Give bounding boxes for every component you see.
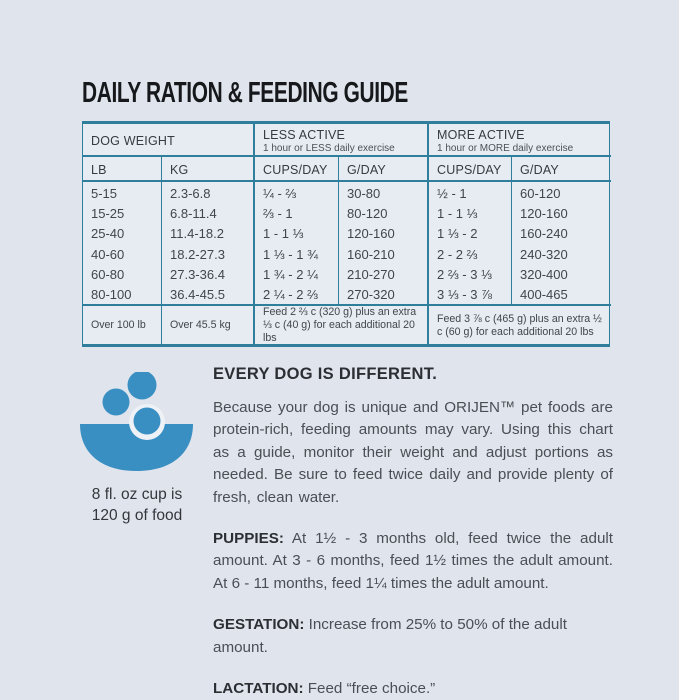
table-cell-la-g: 30-80 xyxy=(338,182,427,202)
table-cell-ma-cups: ½ - 1 xyxy=(427,182,511,202)
table-cell-kg: 27.3-36.4 xyxy=(161,263,253,283)
column-header-la-g: G/DAY xyxy=(338,157,427,182)
gestation-paragraph xyxy=(213,614,613,659)
table-footer-over-lb: Over 100 lb xyxy=(83,304,161,344)
less-active-subtitle: 1 hour or LESS daily exercise xyxy=(263,142,395,154)
table-cell-ma-g: 60-120 xyxy=(511,182,611,202)
gestation-text: Increase from 25% to 50% of the adult amount. xyxy=(213,616,567,656)
table-cell-ma-cups: 1 ⅓ - 2 xyxy=(427,223,511,243)
table-cell-la-cups: 1 ⅓ - 1 ¾ xyxy=(253,243,338,263)
puppies-label: PUPPIES: xyxy=(213,530,284,548)
table-cell-ma-cups: 2 - 2 ⅔ xyxy=(427,243,511,263)
table-cell-kg: 6.8-11.4 xyxy=(161,202,253,222)
table-footer-over-kg: Over 45.5 kg xyxy=(161,304,253,344)
table-cell-lb: 60-80 xyxy=(91,266,125,282)
table-cell-kg: 36.4-45.5 xyxy=(161,283,253,303)
puppies-text: At 1½ - 3 months old, feed twice the adult amount. At 3 - 6 months, feed 1½ times the adult amount. At 6 - 11 months, feed 1¼ times the adult amount. xyxy=(213,530,613,592)
feeding-table xyxy=(82,121,610,347)
table-cell-kg: 18.2-27.3 xyxy=(161,243,253,263)
table-cell-ma-g: 320-400 xyxy=(511,263,611,283)
page-title: DAILY RATION & FEEDING GUIDE xyxy=(82,77,408,109)
table-group-header-more-active xyxy=(427,124,611,157)
cup-caption-line1: 8 fl. oz cup is xyxy=(91,486,183,503)
info-heading: EVERY DOG IS DIFFERENT. xyxy=(213,365,438,383)
table-cell-ma-cups: 3 ⅓ - 3 ⅞ xyxy=(427,283,511,303)
column-header-lb: LB xyxy=(83,157,161,182)
table-cell-ma-cups: 2 ⅔ - 3 ⅓ xyxy=(427,263,511,283)
less-active-label: LESS ACTIVE xyxy=(263,127,346,142)
table-cell-la-g: 210-270 xyxy=(338,263,427,283)
table-cell-ma-g: 120-160 xyxy=(511,202,611,222)
more-active-subtitle: 1 hour or MORE daily exercise xyxy=(437,142,574,154)
table-cell-kg: 2.3-6.8 xyxy=(161,182,253,202)
column-header-la-cups: CUPS/DAY xyxy=(253,157,338,182)
table-footer-more-active-note: Feed 3 ⅞ c (465 g) plus an extra ½ c (60 g) for each additional 20 lbs xyxy=(427,304,611,344)
cup-caption-line2: 120 g of food xyxy=(91,507,183,524)
table-cell-la-cups: 1 ¾ - 2 ¼ xyxy=(253,263,338,283)
column-header-kg: KG xyxy=(161,157,253,182)
table-cell-lb: 25-40 xyxy=(91,226,125,242)
table-cell-lb: 15-25 xyxy=(91,205,125,221)
table-cell-ma-g: 160-240 xyxy=(511,223,611,243)
table-cell-ma-g: 240-320 xyxy=(511,243,611,263)
table-group-header-dog-weight xyxy=(83,124,253,157)
table-cell-la-cups: ¼ - ⅔ xyxy=(253,182,338,202)
table-cell-la-g: 160-210 xyxy=(338,243,427,263)
puppies-paragraph xyxy=(213,528,613,595)
table-cell-la-cups: 1 - 1 ⅓ xyxy=(253,223,338,243)
table-cell-lb: 80-100 xyxy=(91,287,132,303)
info-body-paragraph: Because your dog is unique and ORIJEN™ pet foods are protein-rich, feeding amounts may vary. Using this chart as a guide, monitor their weight and adjust portions as needed. Be sure to feed twice daily and provide plenty of fresh, clean water. xyxy=(213,399,613,506)
table-cell-la-cups: 2 ¼ - 2 ⅔ xyxy=(253,283,338,303)
table-cell-lb: 5-15 xyxy=(91,185,118,201)
food-bowl-illustration xyxy=(79,372,194,474)
bowl-icon xyxy=(79,372,194,474)
column-header-ma-cups: CUPS/DAY xyxy=(427,157,511,182)
info-column xyxy=(213,365,613,700)
column-header-ma-g: G/DAY xyxy=(511,157,611,182)
lactation-text: Feed “free choice.” xyxy=(303,680,436,698)
table-cell-la-g: 120-160 xyxy=(338,223,427,243)
table-cell-ma-cups: 1 - 1 ⅓ xyxy=(427,202,511,222)
lactation-paragraph xyxy=(213,678,613,700)
more-active-label: MORE ACTIVE xyxy=(437,127,525,142)
table-cell-kg: 11.4-18.2 xyxy=(161,223,253,243)
table-cell-la-cups: ⅔ - 1 xyxy=(253,202,338,222)
lactation-label: LACTATION: xyxy=(213,680,304,698)
gestation-label: GESTATION: xyxy=(213,616,305,634)
table-footer-less-active-note: Feed 2 ⅔ c (320 g) plus an extra ⅓ c (40 g) for each additional 20 lbs xyxy=(253,304,427,344)
table-group-header-less-active xyxy=(253,124,427,157)
cup-caption xyxy=(61,484,213,526)
table-cell-lb: 40-60 xyxy=(91,246,125,262)
dog-weight-label: DOG WEIGHT xyxy=(91,133,175,148)
table-cell-la-g: 270-320 xyxy=(338,283,427,303)
table-cell-la-g: 80-120 xyxy=(338,202,427,222)
table-cell-ma-g: 400-465 xyxy=(511,283,611,303)
